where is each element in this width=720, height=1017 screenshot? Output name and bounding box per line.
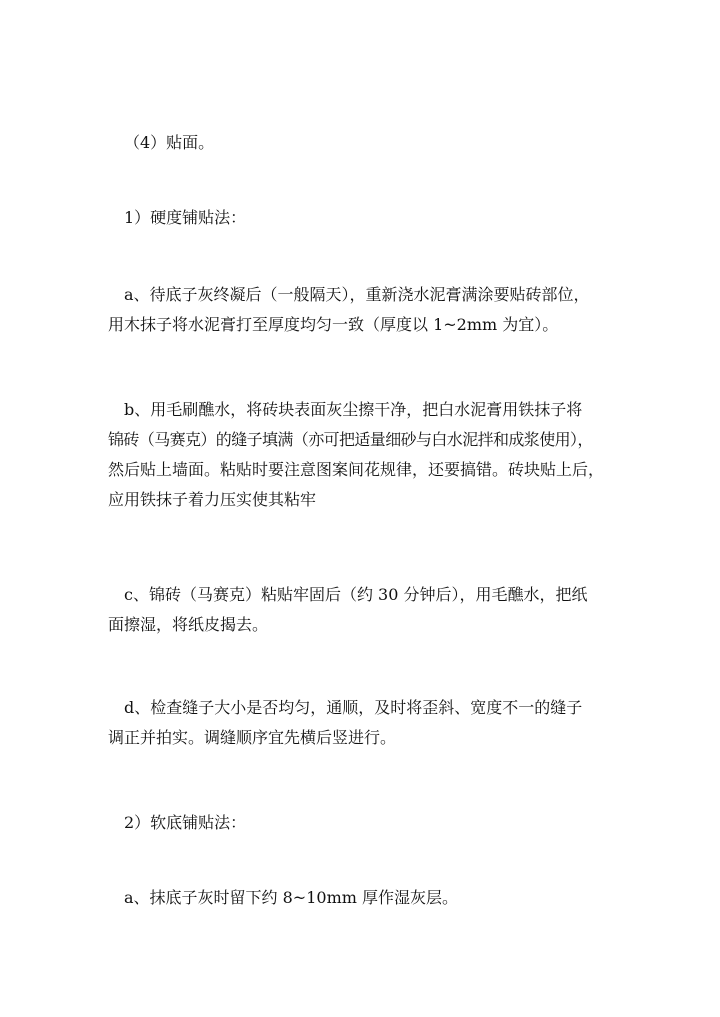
paragraph-d-line-1: d、检查缝子大小是否均匀，通顺，及时将歪斜、宽度不一的缝子 — [124, 698, 583, 717]
paragraph-b-line-2: 锦砖（马赛克）的缝子填满（亦可把适量细砂与白水泥拌和成浆使用）， — [108, 430, 593, 449]
paragraph-a2: a、抹底子灰时留下约 8~10mm 厚作湿灰层。 — [124, 888, 459, 907]
method-2-heading: 2）软底铺贴法： — [124, 813, 247, 832]
paragraph-c-line-1: c、锦砖（马赛克）粘贴牢固后（约 30 分钟后），用毛醮水，把纸 — [124, 585, 588, 604]
paragraph-b-line-1: b、用毛刷醮水，将砖块表面灰尘擦干净，把白水泥膏用铁抹子将 — [124, 400, 583, 419]
paragraph-c — [108, 580, 616, 640]
paragraph-d — [108, 693, 616, 753]
paragraph-b-line-4: 应用铁抹子着力压实使其粘牢 — [108, 490, 317, 509]
paragraph-a — [108, 280, 616, 340]
paragraph-a-line-2: 用木抹子将水泥膏打至厚度均匀一致（厚度以 1~2mm 为宜）。 — [108, 315, 559, 334]
paragraph-a-line-1: a、待底子灰终凝后（一般隔天），重新浇水泥膏满涂要贴砖部位， — [124, 285, 590, 304]
paragraph-b-line-3: 然后贴上墙面。粘贴时要注意图案间花规律，还要搞错。砖块贴上后， — [108, 460, 605, 479]
section-heading-4: （4）贴面。 — [124, 133, 215, 152]
paragraph-b — [108, 395, 616, 515]
paragraph-d-line-2: 调正并拍实。调缝顺序宜先横后竖进行。 — [108, 728, 397, 747]
paragraph-c-line-2: 面擦湿，将纸皮揭去。 — [108, 615, 269, 634]
method-1-heading: 1）硬度铺贴法： — [124, 208, 247, 227]
